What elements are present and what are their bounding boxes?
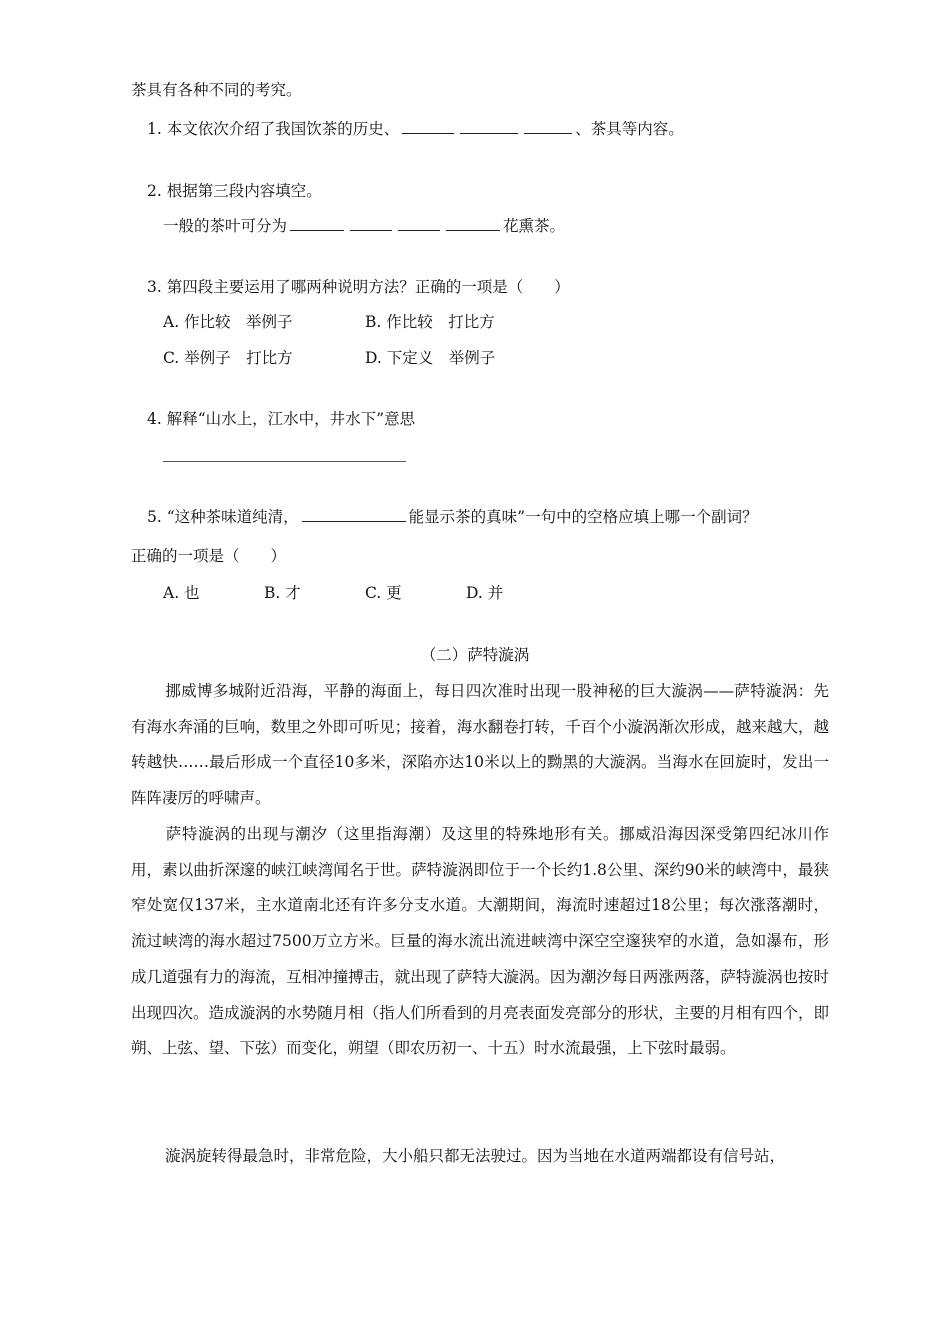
question-1-suffix: 、茶具等内容。 (575, 120, 684, 138)
option-b: B. 才 (264, 584, 301, 602)
section-title: （二）萨特漩涡 (420, 646, 530, 664)
paragraph (131, 674, 829, 817)
option-d: D. 并 (466, 584, 504, 602)
answer-blank[interactable] (302, 506, 406, 522)
question-2-fill (163, 215, 565, 237)
option-c: C. 举例子 打比方 (163, 349, 293, 367)
question-5 (147, 506, 758, 528)
paragraph (131, 817, 829, 1067)
option-b: B. 作比较 打比方 (365, 313, 495, 331)
answer-blank[interactable] (446, 215, 500, 231)
question-2: 2. 根据第三段内容填空。 (147, 182, 322, 200)
paragraph-text: 萨特漩涡的出现与潮汐（这里指海潮）及这里的特殊地形有关。挪威沿海因深受第四纪冰川作用，素以曲折深邃的峡江峡湾闻名于世。萨特漩涡即位于一个长约1.8公里、深约90米的峡湾中，最狭窄处宽仅137米，主水道南北还有许多分支水道。大潮期间，海流时速超过18公里；每次涨落潮时，流过峡湾的海水超过7500万立方米。巨量的海水流出流进峡湾中深空空邃狭窄的水道，急如瀑布，形成几道强有力的海流，互相冲撞搏击，就出现了萨特大漩涡。因为潮汐每日两涨两落，萨特漩涡也按时出现四次。造成漩涡的水势随月相（指人们所看到的月亮表面发亮部分的形状，主要的月相有四个，即朔、上弦、望、下弦）而变化，朔望（即农历初一、十五）时水流最强，上下弦时最弱。 (131, 825, 829, 1058)
question-5-line2: 正确的一项是（ ） (131, 547, 287, 565)
question-3: 3. 第四段主要运用了哪两种说明方法？正确的一项是（ ） (147, 278, 570, 296)
question-2-prefix: 一般的茶叶可分为 (163, 217, 288, 235)
question-4: 4. 解释“山水上，江水中，井水下”意思 (147, 410, 416, 428)
question-5-suffix: 能显示茶的真味”一句中的空格应填上哪一个副词？ (408, 508, 758, 526)
question-1 (147, 118, 684, 140)
answer-blank[interactable] (350, 215, 392, 231)
option-d: D. 下定义 举例子 (365, 349, 496, 367)
option-a: A. 也 (163, 584, 200, 602)
paragraph-text: 挪威博多城附近沿海，平静的海面上，每日四次准时出现一股神秘的巨大漩涡——萨特漩涡：先有海水奔涌的巨响，数里之外即可听见；接着，海水翻卷打转，千百个小漩涡渐次形成，越来越大，越转越快……最后形成一个直径10多米，深陷亦达10米以上的黝黑的大漩涡。当海水在回旋时，发出一阵阵凄厉的呼啸声。 (131, 682, 829, 808)
question-1-prefix: 1. 本文依次介绍了我国饮茶的历史、 (147, 120, 400, 138)
answer-blank[interactable] (460, 118, 518, 134)
option-c: C. 更 (365, 584, 402, 602)
paragraph-text: 漩涡旋转得最急时，非常危险，大小船只都无法驶过。因为当地在水道两端都设有信号站， (165, 1147, 786, 1165)
answer-blank[interactable] (402, 118, 454, 134)
intro-line: 茶具有各种不同的考究。 (131, 81, 302, 99)
question-2-suffix: 花熏茶。 (503, 217, 566, 235)
answer-line[interactable] (163, 461, 406, 462)
answer-blank[interactable] (524, 118, 572, 134)
option-a: A. 作比较 举例子 (163, 313, 293, 331)
paragraph (131, 1139, 829, 1175)
answer-blank[interactable] (290, 215, 344, 231)
question-5-prefix: 5. “这种茶味道纯清， (147, 508, 299, 526)
answer-blank[interactable] (398, 215, 440, 231)
